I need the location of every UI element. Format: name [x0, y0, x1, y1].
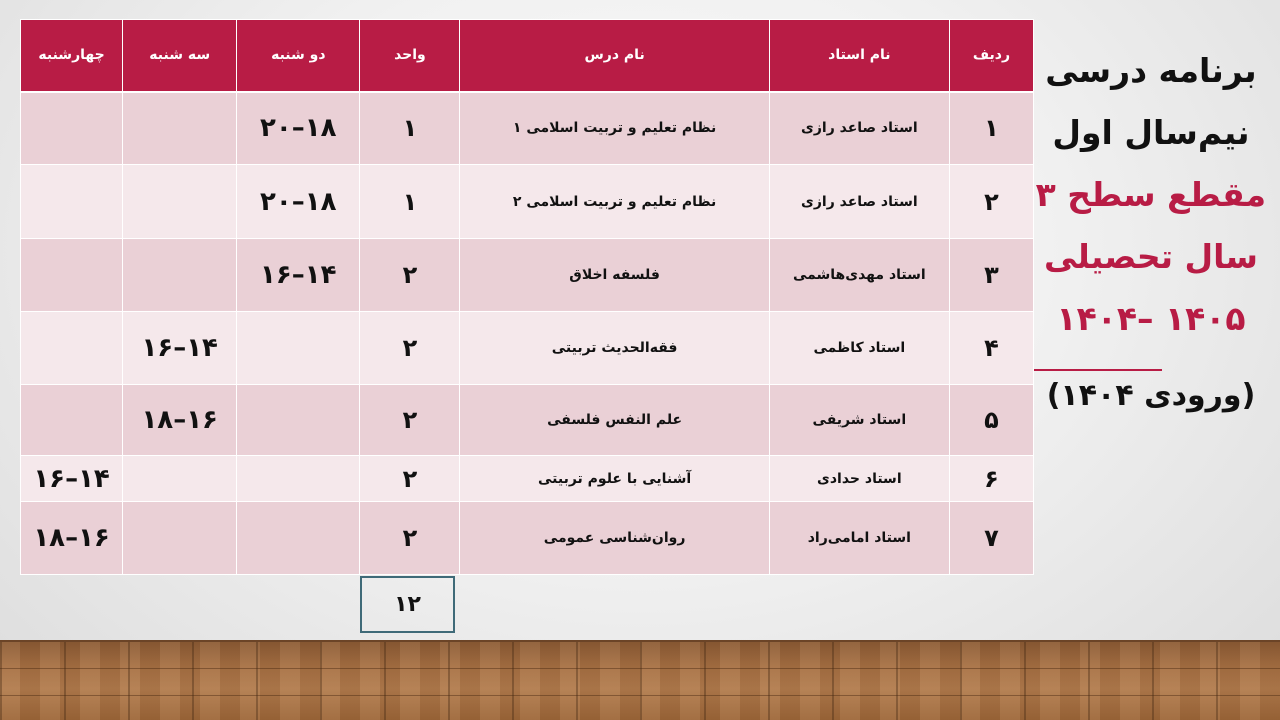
header-monday: دو شنبه [237, 20, 360, 92]
wednesday-cell [21, 92, 123, 165]
teacher-cell: استاد شریفی [769, 385, 949, 456]
row-number: ۶ [949, 456, 1033, 502]
course-cell: آشنایی با علوم تربیتی [460, 456, 769, 502]
title-academic-year: ۱۴۰۵ –۱۴۰۴ [1056, 299, 1246, 338]
tuesday-cell [123, 239, 237, 312]
units-cell: ۲ [360, 239, 460, 312]
header-wednesday: چهارشنبه [21, 20, 123, 92]
course-cell: نظام تعلیم و تربیت اسلامی ۲ [460, 165, 769, 239]
tuesday-cell [123, 456, 237, 502]
row-number: ۲ [949, 165, 1033, 239]
row-number: ۳ [949, 239, 1033, 312]
teacher-cell: استاد صاعد رازی [769, 165, 949, 239]
units-cell: ۲ [360, 456, 460, 502]
units-cell: ۲ [360, 312, 460, 385]
teacher-cell: استاد صاعد رازی [769, 92, 949, 165]
row-number: ۵ [949, 385, 1033, 456]
row-number: ۷ [949, 502, 1033, 575]
wednesday-cell: ۱۶–۱۸ [21, 502, 123, 575]
title-academic-year-label: سال تحصیلی [1044, 237, 1258, 276]
tuesday-cell [123, 502, 237, 575]
floor-line [0, 695, 1280, 696]
monday-cell: ۱۸–۲۰ [237, 165, 360, 239]
wednesday-cell [21, 165, 123, 239]
table-row [21, 312, 1034, 385]
schedule-table [20, 19, 1034, 575]
units-cell: ۱ [360, 165, 460, 239]
title-entry-year: (ورودی ۱۴۰۴) [1046, 378, 1256, 413]
monday-cell [237, 456, 360, 502]
header-course: نام درس [460, 20, 769, 92]
header-units: واحد [360, 20, 460, 92]
wednesday-cell [21, 312, 123, 385]
course-cell: علم النفس فلسفی [460, 385, 769, 456]
units-cell: ۲ [360, 385, 460, 456]
monday-cell [237, 312, 360, 385]
wednesday-cell [21, 385, 123, 456]
monday-cell: ۱۸–۲۰ [237, 92, 360, 165]
tuesday-cell [123, 165, 237, 239]
title-panel [1036, 40, 1266, 350]
course-cell: نظام تعلیم و تربیت اسلامی ۱ [460, 92, 769, 165]
table-row [21, 456, 1034, 502]
header-teacher: نام استاد [769, 20, 949, 92]
teacher-cell: استاد کاظمی [769, 312, 949, 385]
tuesday-cell: ۱۴–۱۶ [123, 312, 237, 385]
monday-cell [237, 385, 360, 456]
course-cell: فلسفه اخلاق [460, 239, 769, 312]
table-row [21, 502, 1034, 575]
wednesday-cell [21, 239, 123, 312]
title-semester: نیم‌سال اول [1052, 113, 1250, 152]
monday-cell [237, 502, 360, 575]
table-row [21, 239, 1034, 312]
teacher-cell: استاد مهدی‌هاشمی [769, 239, 949, 312]
title-divider [1034, 369, 1162, 371]
course-cell: روان‌شناسی عمومی [460, 502, 769, 575]
title-level: مقطع سطح ۳ [1035, 175, 1266, 214]
tuesday-cell: ۱۶–۱۸ [123, 385, 237, 456]
row-number: ۱ [949, 92, 1033, 165]
teacher-cell: استاد حدادی [769, 456, 949, 502]
wednesday-cell: ۱۴–۱۶ [21, 456, 123, 502]
teacher-cell: استاد امامی‌راد [769, 502, 949, 575]
course-cell: فقه‌الحدیث تربیتی [460, 312, 769, 385]
total-units-box: ۱۲ [360, 576, 455, 633]
table-row [21, 92, 1034, 165]
header-row-number: ردیف [949, 20, 1033, 92]
units-cell: ۲ [360, 502, 460, 575]
tuesday-cell [123, 92, 237, 165]
wooden-floor [0, 642, 1280, 720]
row-number: ۴ [949, 312, 1033, 385]
header-row [21, 20, 1034, 92]
header-tuesday: سه شنبه [123, 20, 237, 92]
table-row [21, 165, 1034, 239]
units-cell: ۱ [360, 92, 460, 165]
monday-cell: ۱۴–۱۶ [237, 239, 360, 312]
floor-line [0, 668, 1280, 669]
table-row [21, 385, 1034, 456]
title-program: برنامه درسی [1045, 51, 1257, 90]
